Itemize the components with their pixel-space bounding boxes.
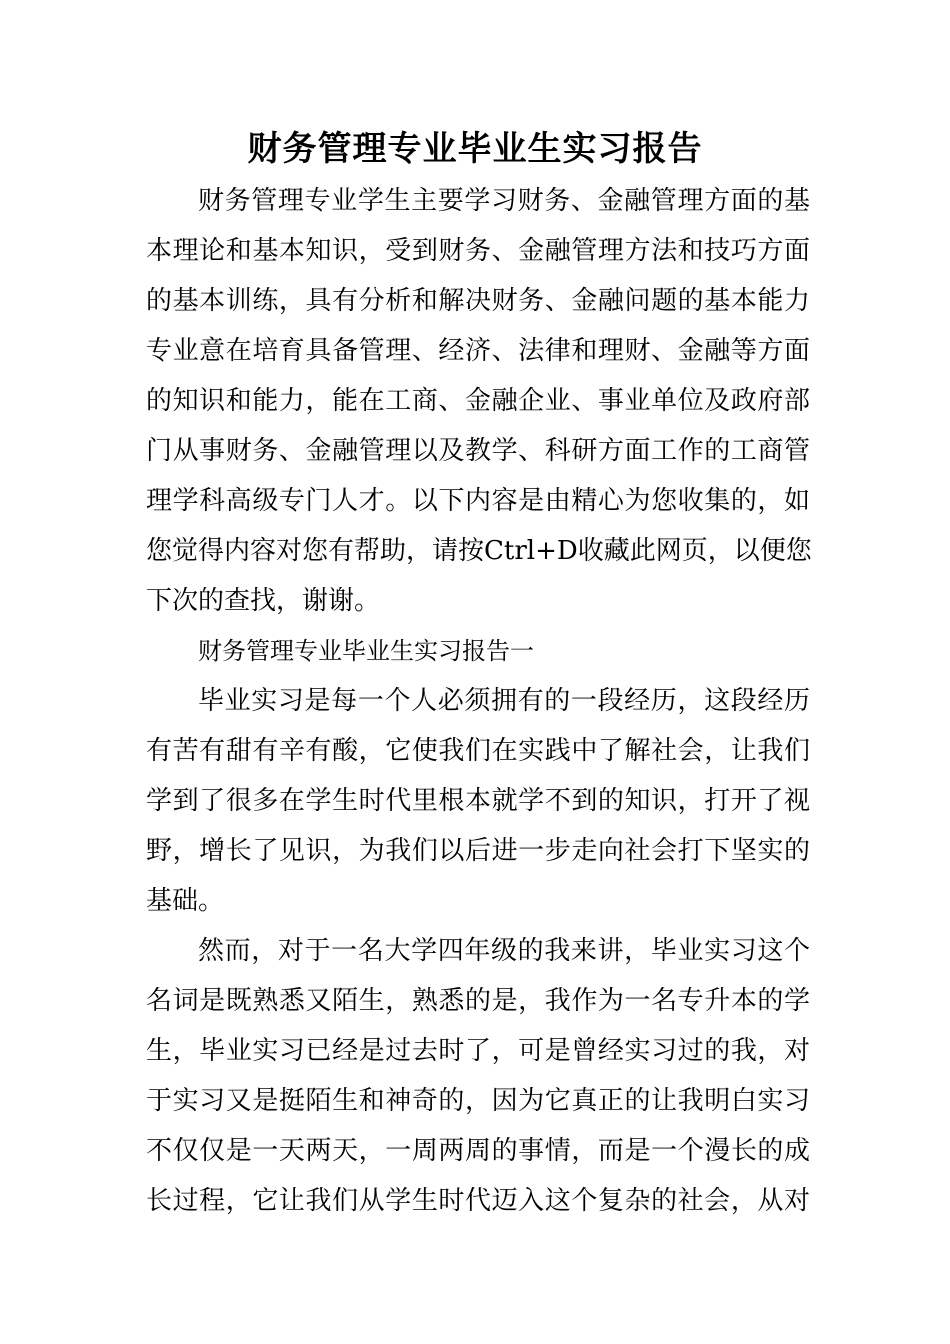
text-line: 不仅仅是一天两天，一周两周的事情，而是一个漫长的成 <box>146 1136 810 1166</box>
text-line: 下次的查找，谢谢。 <box>146 586 381 616</box>
text-line: 财务管理专业学生主要学习财务、金融管理方面的基 <box>198 186 810 216</box>
text-line: 毕业实习是每一个人必须拥有的一段经历，这段经历 <box>198 686 810 716</box>
text-line: 野，增长了见识，为我们以后进一步走向社会打下坚实的 <box>146 836 810 866</box>
document-body <box>146 176 810 1226</box>
document-title: 财务管理专业毕业生实习报告 <box>247 129 703 169</box>
text-line: 长过程，它让我们从学生时代迈入这个复杂的社会，从对 <box>146 1186 810 1216</box>
text-line: 然而，对于一名大学四年级的我来讲，毕业实习这个 <box>198 936 810 966</box>
text-line: 门从事财务、金融管理以及教学、科研方面工作的工商管 <box>146 436 810 466</box>
text-line: 生，毕业实习已经是过去时了，可是曾经实习过的我，对 <box>146 1036 810 1066</box>
text-line: 名词是既熟悉又陌生，熟悉的是，我作为一名专升本的学 <box>146 986 810 1016</box>
text-line: 您觉得内容对您有帮助，请按Ctrl+D收藏此网页，以便您 <box>146 536 812 566</box>
text-line: 有苦有甜有辛有酸，它使我们在实践中了解社会，让我们 <box>146 736 810 766</box>
section-heading: 财务管理专业毕业生实习报告一 <box>198 637 534 665</box>
text-line: 理学科高级专门人才。以下内容是由精心为您收集的，如 <box>146 486 810 516</box>
text-line: 专业意在培育具备管理、经济、法律和理财、金融等方面 <box>146 336 810 366</box>
text-line: 于实习又是挺陌生和神奇的，因为它真正的让我明白实习 <box>146 1086 810 1116</box>
text-line: 的基本训练，具有分析和解决财务、金融问题的基本能力 <box>146 286 810 316</box>
text-line: 基础。 <box>146 886 225 916</box>
text-line: 的知识和能力，能在工商、金融企业、事业单位及政府部 <box>146 386 810 416</box>
text-line: 本理论和基本知识，受到财务、金融管理方法和技巧方面 <box>146 236 810 266</box>
text-line: 学到了很多在学生时代里根本就学不到的知识，打开了视 <box>146 786 810 816</box>
